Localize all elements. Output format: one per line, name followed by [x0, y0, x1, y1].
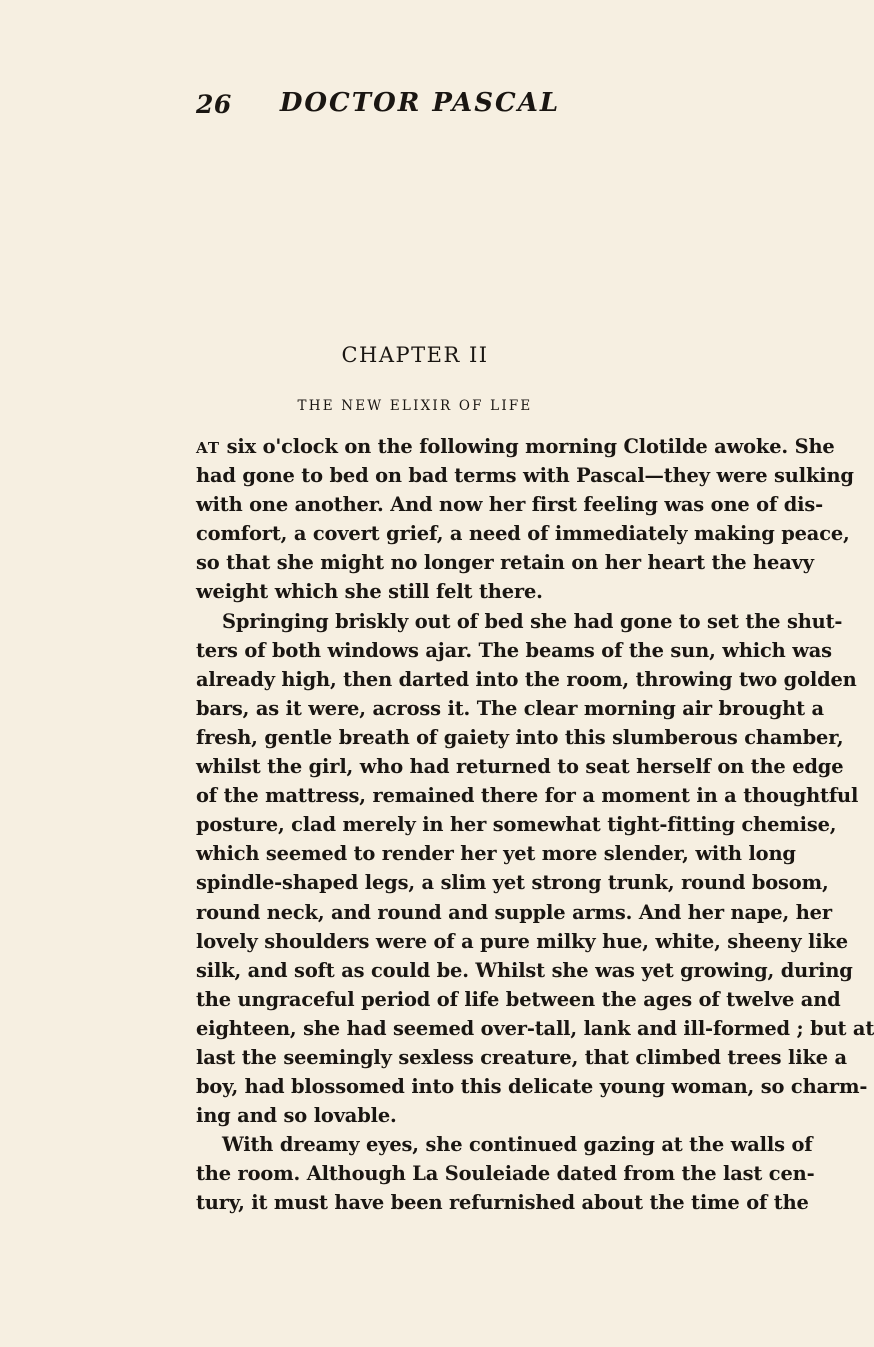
text-line: fresh, gentle breath of gaiety into this slumberous chamber, — [196, 725, 844, 749]
text-line: With dreamy eyes, she continued gazing at the walls of — [222, 1133, 813, 1157]
text-line: last the seemingly sexless creature, that climbed trees like a — [196, 1045, 847, 1069]
running-head — [0, 88, 800, 128]
text-line: AT six o'clock on the following morning Clotilde awoke. She — [196, 435, 835, 458]
opening-word: AT — [196, 439, 220, 457]
text-line: had gone to bed on bad terms with Pascal—they were sulking — [196, 464, 854, 488]
text-line: with one another. And now her first feeling was one of dis- — [196, 493, 824, 517]
chapter-heading: CHAPTER II — [341, 343, 489, 367]
text-line: posture, clad merely in her somewhat tight-fitting chemise, — [196, 813, 837, 837]
text-line: of the mattress, remained there for a moment in a thoughtful — [196, 784, 859, 808]
text-line: lovely shoulders were of a pure milky hue, white, sheeny like — [196, 929, 848, 953]
text-line: comfort, a covert grief, a need of immediately making peace, — [196, 522, 850, 546]
text-line: ing and so lovable. — [196, 1104, 397, 1128]
text-line: ters of both windows ajar. The beams of the sun, which was — [196, 638, 832, 662]
text-line: silk, and soft as could be. Whilst she was yet growing, during — [196, 958, 853, 982]
text-line: weight which she still felt there. — [196, 580, 543, 604]
text-line: eighteen, she had seemed over-tall, lank and ill-formed ; but at — [196, 1016, 874, 1040]
text-line: so that she might no longer retain on her heart the heavy — [196, 551, 814, 575]
text-line: round neck, and round and supple arms. And her nape, her — [196, 900, 832, 924]
text-line: whilst the girl, who had returned to seat herself on the edge — [196, 755, 844, 779]
chapter-subtitle: THE NEW ELIXIR OF LIFE — [297, 398, 533, 414]
text-line: tury, it must have been refurnished about the time of the — [196, 1191, 809, 1215]
text-line: Springing briskly out of bed she had gone to set the shut- — [222, 609, 843, 633]
book-title: DOCTOR PASCAL — [279, 88, 561, 118]
text-line: the room. Although La Souleiade dated from the last cen- — [196, 1162, 815, 1186]
text-line: spindle-shaped legs, a slim yet strong trunk, round bosom, — [196, 871, 829, 895]
text-line: boy, had blossomed into this delicate young woman, so charm- — [196, 1075, 868, 1099]
page-number: 26 — [196, 90, 232, 119]
text-line: bars, as it were, across it. The clear morning air brought a — [196, 696, 824, 720]
text-line: which seemed to render her yet more slender, with long — [196, 842, 796, 866]
body-text — [196, 432, 874, 1218]
text-line: the ungraceful period of life between the ages of twelve and — [196, 987, 841, 1011]
text-line: already high, then darted into the room, throwing two golden — [196, 667, 857, 691]
